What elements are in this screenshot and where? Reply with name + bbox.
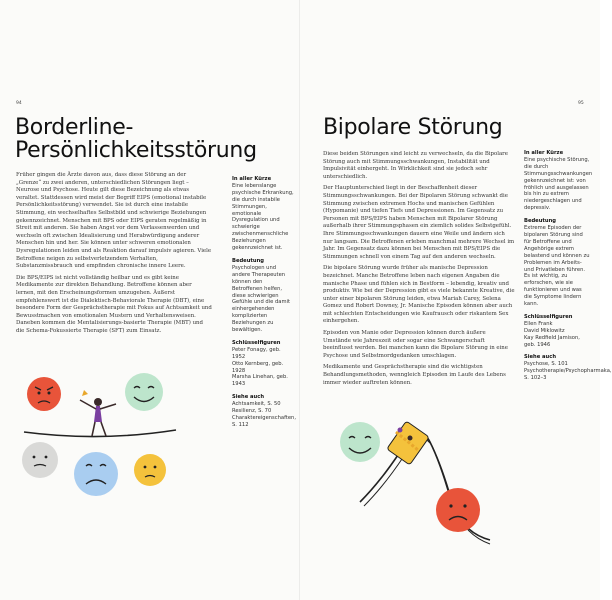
see-also-item: Psychotherapie/Psychopharmaka, S. 102–3 xyxy=(524,368,612,382)
see-also-item: Charaktereigenschaften, S. 112 xyxy=(232,415,296,428)
sidebar-heading: Bedeutung xyxy=(232,257,264,264)
neutral-face-icon xyxy=(22,442,58,478)
rollercoaster-illustration xyxy=(330,412,500,562)
sidebar-text: Extreme Episoden der bipolaren Störung sind für Betroffene und Angehörige extrem belastend und können zu Problemen im Arbeits- und Privatleben führen. Es ist wichtig, zu erforschen, wie sie funktionieren und was die Symptome lindern kann. xyxy=(524,225,590,308)
paragraph: Episoden von Manie oder Depression können durch äußere Umstände wie Jahreszeit oder sogar eine Schwangerschaft beeinflusst werden. Bei manchen kann die Bipolare Störung in eine Psychose und Selbstmordgedanken umschlagen. xyxy=(323,330,508,359)
see-also-item: Achtsamkeit, S. 50 xyxy=(232,401,281,408)
paragraph: Früher gingen die Ärzte davon aus, dass diese Störung an der „Grenze“ zu zwei anderen, unterschiedlichen Störungen liegt – Neurose und Psychose. Heute gilt diese Bezeichnung als etwas veraltet. Stattdessen wird meist der Begriff EIPS (emotional instabile Persönlichkeitsstörung) verwendet. Sie ist durch eine instabile Stimmung, ein wechselhaftes Selbstbild und schwierige Beziehungen gekennzeichnet. Menschen mit BPS oder EIPS geraten regelmäßig in Streit mit anderen. Sie haben Angst vor dem Verlassenwerden und wechseln oft zwischen Idealisierung und Herabwürdigung anderer Menschen hin und her. Sie können unter schweren emotionalen Dysregulationen leiden und als Reaktion darauf impulsiv agieren. Viele Betroffene neigen zu selbstverletzendem Verhalten, Substanzmissbrauch und empfinden chronische innere Leere. xyxy=(16,172,212,270)
sidebar-heading: Schlüsselfiguren xyxy=(232,339,281,346)
page-title-left xyxy=(15,116,257,162)
coaster-track-rail xyxy=(364,439,490,544)
key-figure: Peter Fonagy, geb. 1952 xyxy=(232,346,281,360)
see-also-item: Psychose, S. 101 xyxy=(524,361,568,368)
sidebar-heading: Siehe auch xyxy=(524,354,557,361)
paragraph: Die bipolare Störung wurde früher als manische Depression bezeichnet. Manche Betroffene leben nach eigenen Angaben die manische Phase und fühlen sich in Bestform – lebendig, kreativ und produktiv. Wie bei der Depression gibt es viele bekannte Kreative, die unter einer bipolaren Störung leiden, etwa Mariah Carey, Selena Gomez und Robert Downey, Jr. Manische Episoden können aber auch mit schlechten Entscheidungen wie Kaufrausch oder riskantem Sex einhergehen. xyxy=(323,265,515,325)
page-number-right: 95 xyxy=(578,101,584,106)
sad-face-icon xyxy=(74,452,118,496)
key-figure: David Miklowitz xyxy=(524,327,565,334)
sidebar-heading: In aller Kürze xyxy=(524,150,564,156)
body-text-right xyxy=(323,151,515,391)
worried-face-icon xyxy=(134,454,166,486)
sidebar-text: Psychologen und andere Therapeuten können den Betroffenen helfen, diese schwierigen Gefühle und die damit einhergehenden komplizierten Beziehungen zu bewältigen. xyxy=(232,264,290,334)
key-figure: Marsha Linehan, geb. 1943 xyxy=(232,374,288,388)
paragraph: Die BPS/EIPS ist nicht vollständig heilbar und es gibt keine Medikamente zur direkten Behandlung. Betroffene können aber lernen, mit den Erscheinungsformen umzugehen. Äußerst empfehlenswert ist die Dialektisch-Behaviorale Therapie (DBT), eine besondere Form der Gesprächstherapie mit Fokus auf Achtsamkeit und Bewusstmachen von emotionalen Mustern und Verhaltensweisen. Daneben kommen die Mentalisierungs-basierte Therapie (MBT) und die Schema-Fokussierte Therapie (SFT) zum Einsatz. xyxy=(16,274,212,334)
right-page xyxy=(300,0,612,600)
paragraph: Medikamente und Gesprächstherapie sind die wichtigsten Behandlungsmethoden, wenngleich Episoden im Laufe des Lebens immer wieder auftreten können. xyxy=(323,364,506,386)
body-text-left xyxy=(16,172,212,339)
title-line-2: Persönlichkeitsstörung xyxy=(15,138,257,163)
sidebar-heading: Schlüsselfiguren xyxy=(524,313,573,320)
sidebar-text: Eine lebenslange psychische Erkrankung, die durch instabile Stimmungen, emotionale Dysregulation und schwierige zwischenmenschliche Beziehungen gekennzeichnet ist. xyxy=(232,182,294,252)
balancing-person-icon xyxy=(80,390,116,436)
sidebar-right xyxy=(524,150,612,388)
title-line-1: Borderline- xyxy=(15,115,134,140)
paragraph: Diese beiden Störungen sind leicht zu verwechseln, da die Bipolare Störung auch mit Stimmungsschwankungen, Instabilität und Impulsivität einhergeht. In Wirklichkeit sind sie jedoch sehr unterschiedlich. xyxy=(323,151,508,180)
sidebar-heading: Bedeutung xyxy=(524,218,556,225)
page-number-left: 94 xyxy=(16,101,22,106)
sidebar-text: Eine psychische Störung, die durch Stimmungsschwankungen gekennzeichnet ist: von fröhlich und ausgelassen bis hin zu extrem niedergeschlagen und depressiv. xyxy=(524,156,593,212)
coaster-car-icon xyxy=(387,421,429,465)
angry-face-icon xyxy=(27,377,61,411)
key-figure: Otto Kernberg, geb. 1928 xyxy=(232,360,284,374)
sad-face-icon xyxy=(436,488,480,532)
sidebar-heading: In aller Kürze xyxy=(232,176,272,182)
balance-illustration xyxy=(20,360,180,520)
see-also-item: Resilienz, S. 70 xyxy=(232,408,272,415)
page-title-right: Bipolare Störung xyxy=(323,115,503,140)
happy-face-icon xyxy=(340,422,380,462)
key-figure: Kay Redfield Jamison, geb. 1946 xyxy=(524,334,580,348)
happy-face-icon xyxy=(125,373,163,411)
tightrope xyxy=(24,430,176,437)
sidebar-left xyxy=(232,176,294,435)
left-page xyxy=(0,0,300,600)
key-figure: Ellen Frank xyxy=(524,320,553,327)
sidebar-heading: Siehe auch xyxy=(232,394,265,401)
paragraph: Der Hauptunterschied liegt in der Beschaffenheit dieser Stimmungsschwankungen. Bei der Bipolaren Störung schwankt die Stimmung zwischen extremen Hochs und manischen Gefühlen (Hypomanie) und tiefen Tiefs und Depressionen. Im Gegensatz zu Personen mit BPS/EIPS haben Menschen mit Bipolarer Störung außerhalb ihrer Stimmungsphasen ein ziemlich solides Selbstgefühl. Ihre Stimmungsschwankungen dauern eine Weile und ändern sich nur langsam. Die Betroffenen erleben manchmal mehrere Wechsel im Jahr. Im Gegensatz dazu können bei Menschen mit BPS/EIPS die Stimmungen schnell von einem Tag auf den anderen wechseln. xyxy=(323,185,515,260)
